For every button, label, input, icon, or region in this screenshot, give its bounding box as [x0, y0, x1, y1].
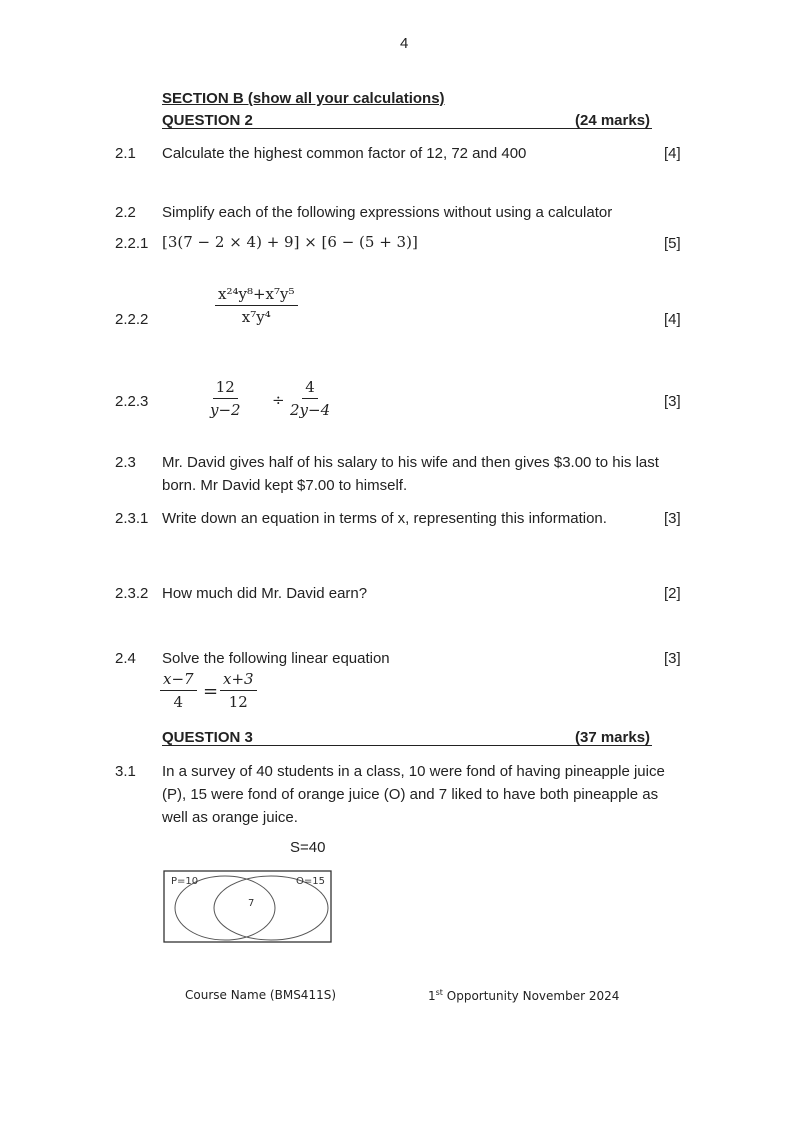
numerator: 4	[302, 378, 318, 399]
fraction-left	[210, 378, 241, 419]
item-number: 3.1	[115, 763, 136, 780]
marks: [3]	[664, 393, 681, 410]
denominator: 12	[228, 693, 248, 711]
denominator: 2y−4	[290, 401, 331, 419]
question-text: Write down an equation in terms of x, representing this information.	[162, 510, 607, 527]
page-number: 4	[400, 35, 409, 52]
footer-opportunity	[428, 988, 619, 1003]
numerator: 12	[213, 378, 238, 399]
set-p-label: P=10	[171, 876, 199, 887]
item-number: 2.2.2	[115, 311, 149, 328]
question-text: In a survey of 40 students in a class, 10 were fond of having pineapple juice	[162, 763, 665, 780]
denominator: y−2	[210, 401, 241, 419]
fraction-expression	[215, 285, 298, 326]
question-text: (P), 15 were fond of orange juice (O) and 7 liked to have both pineapple as	[162, 786, 659, 803]
universe-label: S=40	[290, 839, 326, 856]
item-number: 2.3.2	[115, 585, 149, 602]
item-number: 2.2.3	[115, 393, 149, 410]
question-text: How much did Mr. David earn?	[162, 585, 368, 602]
question-text: well as orange juice.	[162, 809, 298, 826]
question-text: Calculate the highest common factor of 12, 72 and 400	[162, 145, 527, 162]
operator: ÷	[272, 391, 285, 409]
question-2-title: QUESTION 2	[162, 112, 253, 129]
marks: [4]	[664, 145, 681, 162]
footer-date: Opportunity November 2024	[442, 989, 620, 1003]
marks: [5]	[664, 235, 681, 252]
marks: [4]	[664, 311, 681, 328]
numerator: x+3	[220, 670, 257, 691]
question-text: Mr. David gives half of his salary to his wife and then gives $3.00 to his last	[162, 454, 659, 471]
venn-diagram	[163, 870, 333, 944]
question-3-marks: (37 marks)	[575, 729, 651, 746]
question-text: born. Mr David kept $7.00 to himself.	[162, 477, 408, 494]
fraction-right	[290, 378, 330, 419]
equation-right	[220, 670, 257, 711]
set-o-label: O=15	[296, 876, 325, 887]
item-number: 2.3	[115, 454, 136, 471]
section-heading: SECTION B (show all your calculations)	[162, 90, 445, 107]
marks: [3]	[664, 510, 681, 527]
item-number: 2.2.1	[115, 235, 149, 252]
marks: [3]	[664, 650, 681, 667]
footer-course: Course Name (BMS411S)	[185, 988, 337, 1002]
question-3-title: QUESTION 3	[162, 729, 253, 746]
denominator: 4	[173, 693, 184, 711]
item-number: 2.4	[115, 650, 136, 667]
item-number: 2.3.1	[115, 510, 149, 527]
operator: =	[203, 681, 219, 702]
divider	[162, 745, 652, 746]
item-number: 2.2	[115, 204, 136, 221]
equation-left	[160, 670, 197, 711]
divider	[162, 128, 652, 129]
intersection-label: 7	[248, 898, 255, 909]
item-number: 2.1	[115, 145, 136, 162]
numerator: x−7	[160, 670, 197, 691]
question-text: Solve the following linear equation	[162, 650, 390, 667]
question-2-marks: (24 marks)	[575, 112, 651, 129]
marks: [2]	[664, 585, 681, 602]
denominator: x⁷y⁴	[241, 308, 271, 326]
numerator: x²⁴y⁸+x⁷y⁵	[215, 285, 298, 306]
footer-ordinal: 1	[428, 989, 436, 1003]
footer-ordinal-suffix: st	[435, 988, 443, 997]
expression: [3(7 − 2 × 4) + 9] × [6 − (5 + 3)]	[162, 233, 418, 251]
question-text: Simplify each of the following expressions without using a calculator	[162, 204, 613, 221]
